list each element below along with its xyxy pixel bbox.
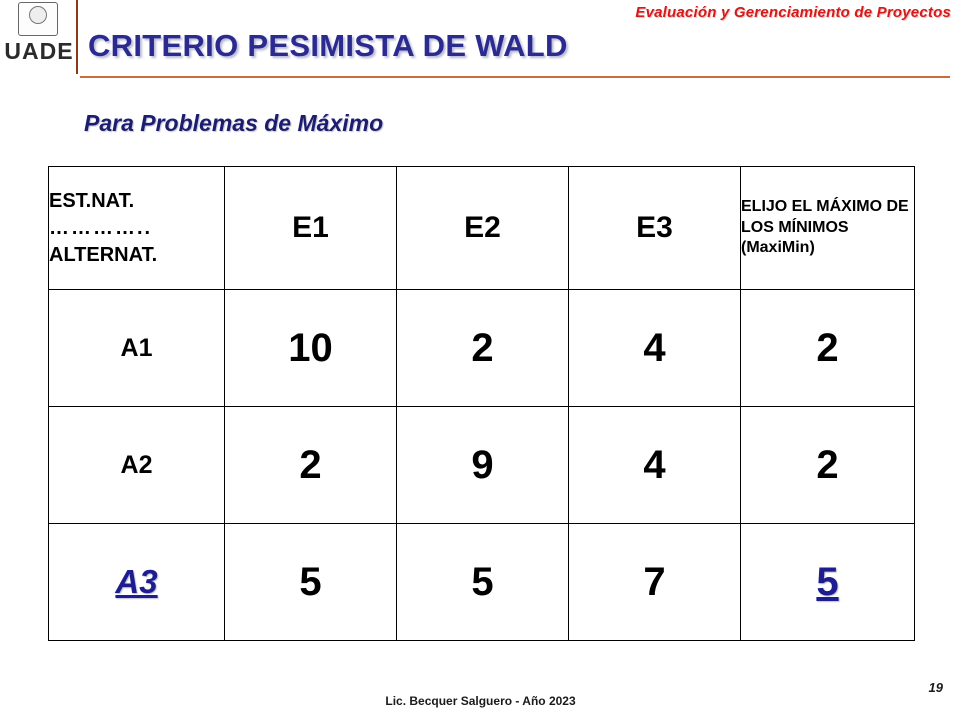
cell-a1-e3: 4	[569, 290, 741, 407]
table-row	[49, 290, 915, 407]
cell-a1-e1: 10	[225, 290, 397, 407]
slide-header	[0, 0, 961, 92]
table-row	[49, 524, 915, 641]
table-corner-header	[49, 167, 225, 290]
page-number: 19	[928, 680, 943, 695]
table-row	[49, 407, 915, 524]
cell-a2-e2: 9	[397, 407, 569, 524]
column-header-maximin: ELIJO EL MÁXIMO DE LOS MÍNIMOS (MaxiMin)	[741, 167, 915, 290]
cell-a2-e1: 2	[225, 407, 397, 524]
cell-a3-e1: 5	[225, 524, 397, 641]
page-title: CRITERIO PESIMISTA DE WALD	[88, 28, 568, 63]
row-label-a1: A1	[49, 290, 225, 407]
corner-line-alternatives: ALTERNAT.	[49, 243, 158, 266]
cell-a3-minimum-selected: 5	[741, 524, 915, 641]
corner-line-states: EST.NAT.	[49, 189, 135, 212]
table-header-row	[49, 167, 915, 290]
column-header-e2: E2	[397, 167, 569, 290]
course-title: Evaluación y Gerenciamiento de Proyectos	[635, 4, 951, 21]
footer-credit: Lic. Becquer Salguero - Año 2023	[385, 694, 576, 708]
column-header-e3: E3	[569, 167, 741, 290]
uade-logo	[0, 0, 78, 74]
corner-line-dots: …………..	[49, 216, 153, 239]
row-label-a3: A3	[49, 524, 225, 641]
column-header-e1: E1	[225, 167, 397, 290]
header-divider	[80, 76, 950, 78]
decision-matrix-table	[48, 166, 915, 641]
cell-a2-minimum: 2	[741, 407, 915, 524]
slide-subtitle: Para Problemas de Máximo	[84, 110, 384, 136]
cell-a1-e2: 2	[397, 290, 569, 407]
uade-logo-text: UADE	[4, 38, 74, 64]
university-crest-icon	[18, 2, 58, 36]
cell-a3-e2: 5	[397, 524, 569, 641]
row-label-a2: A2	[49, 407, 225, 524]
cell-a3-e3: 7	[569, 524, 741, 641]
cell-a1-minimum: 2	[741, 290, 915, 407]
cell-a2-e3: 4	[569, 407, 741, 524]
